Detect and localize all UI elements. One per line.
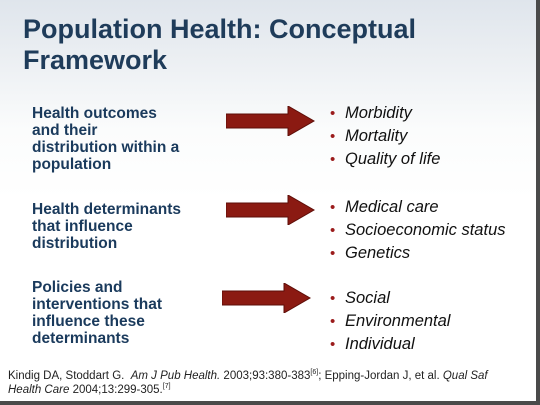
row-label-line: population	[32, 156, 112, 173]
row-label-line: Policies and	[32, 279, 123, 296]
citation-reference: 2003;93:380-383	[223, 370, 311, 382]
bullet-item: • Morbidity	[330, 102, 440, 125]
bullet-dot-icon: •	[330, 222, 336, 239]
row-label	[32, 279, 162, 347]
citation-journal: Am J Pub Health.	[130, 370, 221, 382]
row-label-line: determinants	[32, 330, 130, 347]
citation-authors: Kindig DA, Stoddart G.	[8, 370, 125, 382]
row-label-line: and their	[32, 122, 98, 139]
citation	[8, 369, 533, 397]
citation-reference: 2004;13:299-305.	[72, 384, 163, 396]
bullet-item: • Individual	[330, 333, 450, 356]
bullet-dot-icon: •	[330, 313, 336, 330]
row-label-line: interventions that	[32, 296, 163, 313]
bullet-dot-icon: •	[330, 199, 336, 216]
citation-footnote: [6]	[310, 369, 319, 377]
bullet-item: • Socioeconomic status	[330, 219, 506, 242]
row-label-line: that influence	[32, 218, 133, 235]
bullet-item: • Environmental	[330, 310, 450, 333]
citation-footnote: [7]	[162, 383, 171, 391]
right-arrow-icon	[222, 283, 312, 313]
row-label-line: distribution within a	[32, 139, 180, 156]
citation-authors: ; Epping-Jordan J, et al.	[318, 370, 440, 382]
row-label-line: Health determinants	[32, 201, 182, 218]
bullet-dot-icon: •	[330, 105, 336, 122]
row-label	[32, 201, 181, 252]
row-label-line: influence these	[32, 313, 145, 330]
right-arrow-icon	[226, 195, 316, 225]
row-label-line: Health outcomes	[32, 105, 157, 122]
citation-journal: Health Care	[8, 384, 70, 396]
bullet-dot-icon: •	[330, 151, 336, 168]
slide-title: Population Health: Conceptual Framework	[23, 14, 417, 75]
bullet-item: • Mortality	[330, 125, 440, 148]
bullet-list	[330, 287, 450, 356]
bullet-item: • Quality of life	[330, 148, 440, 171]
right-arrow-icon	[226, 106, 316, 136]
bullet-item: • Social	[330, 287, 450, 310]
row-label	[32, 105, 179, 173]
bullet-list	[330, 196, 506, 265]
bullet-dot-icon: •	[330, 128, 336, 145]
bullet-dot-icon: •	[330, 245, 336, 262]
bullet-dot-icon: •	[330, 336, 336, 353]
bullet-item: • Genetics	[330, 242, 506, 265]
citation-journal: Qual Saf	[442, 370, 488, 382]
bullet-list	[330, 102, 440, 171]
bullet-dot-icon: •	[330, 290, 336, 307]
bullet-item: • Medical care	[330, 196, 506, 219]
row-label-line: distribution	[32, 235, 118, 252]
